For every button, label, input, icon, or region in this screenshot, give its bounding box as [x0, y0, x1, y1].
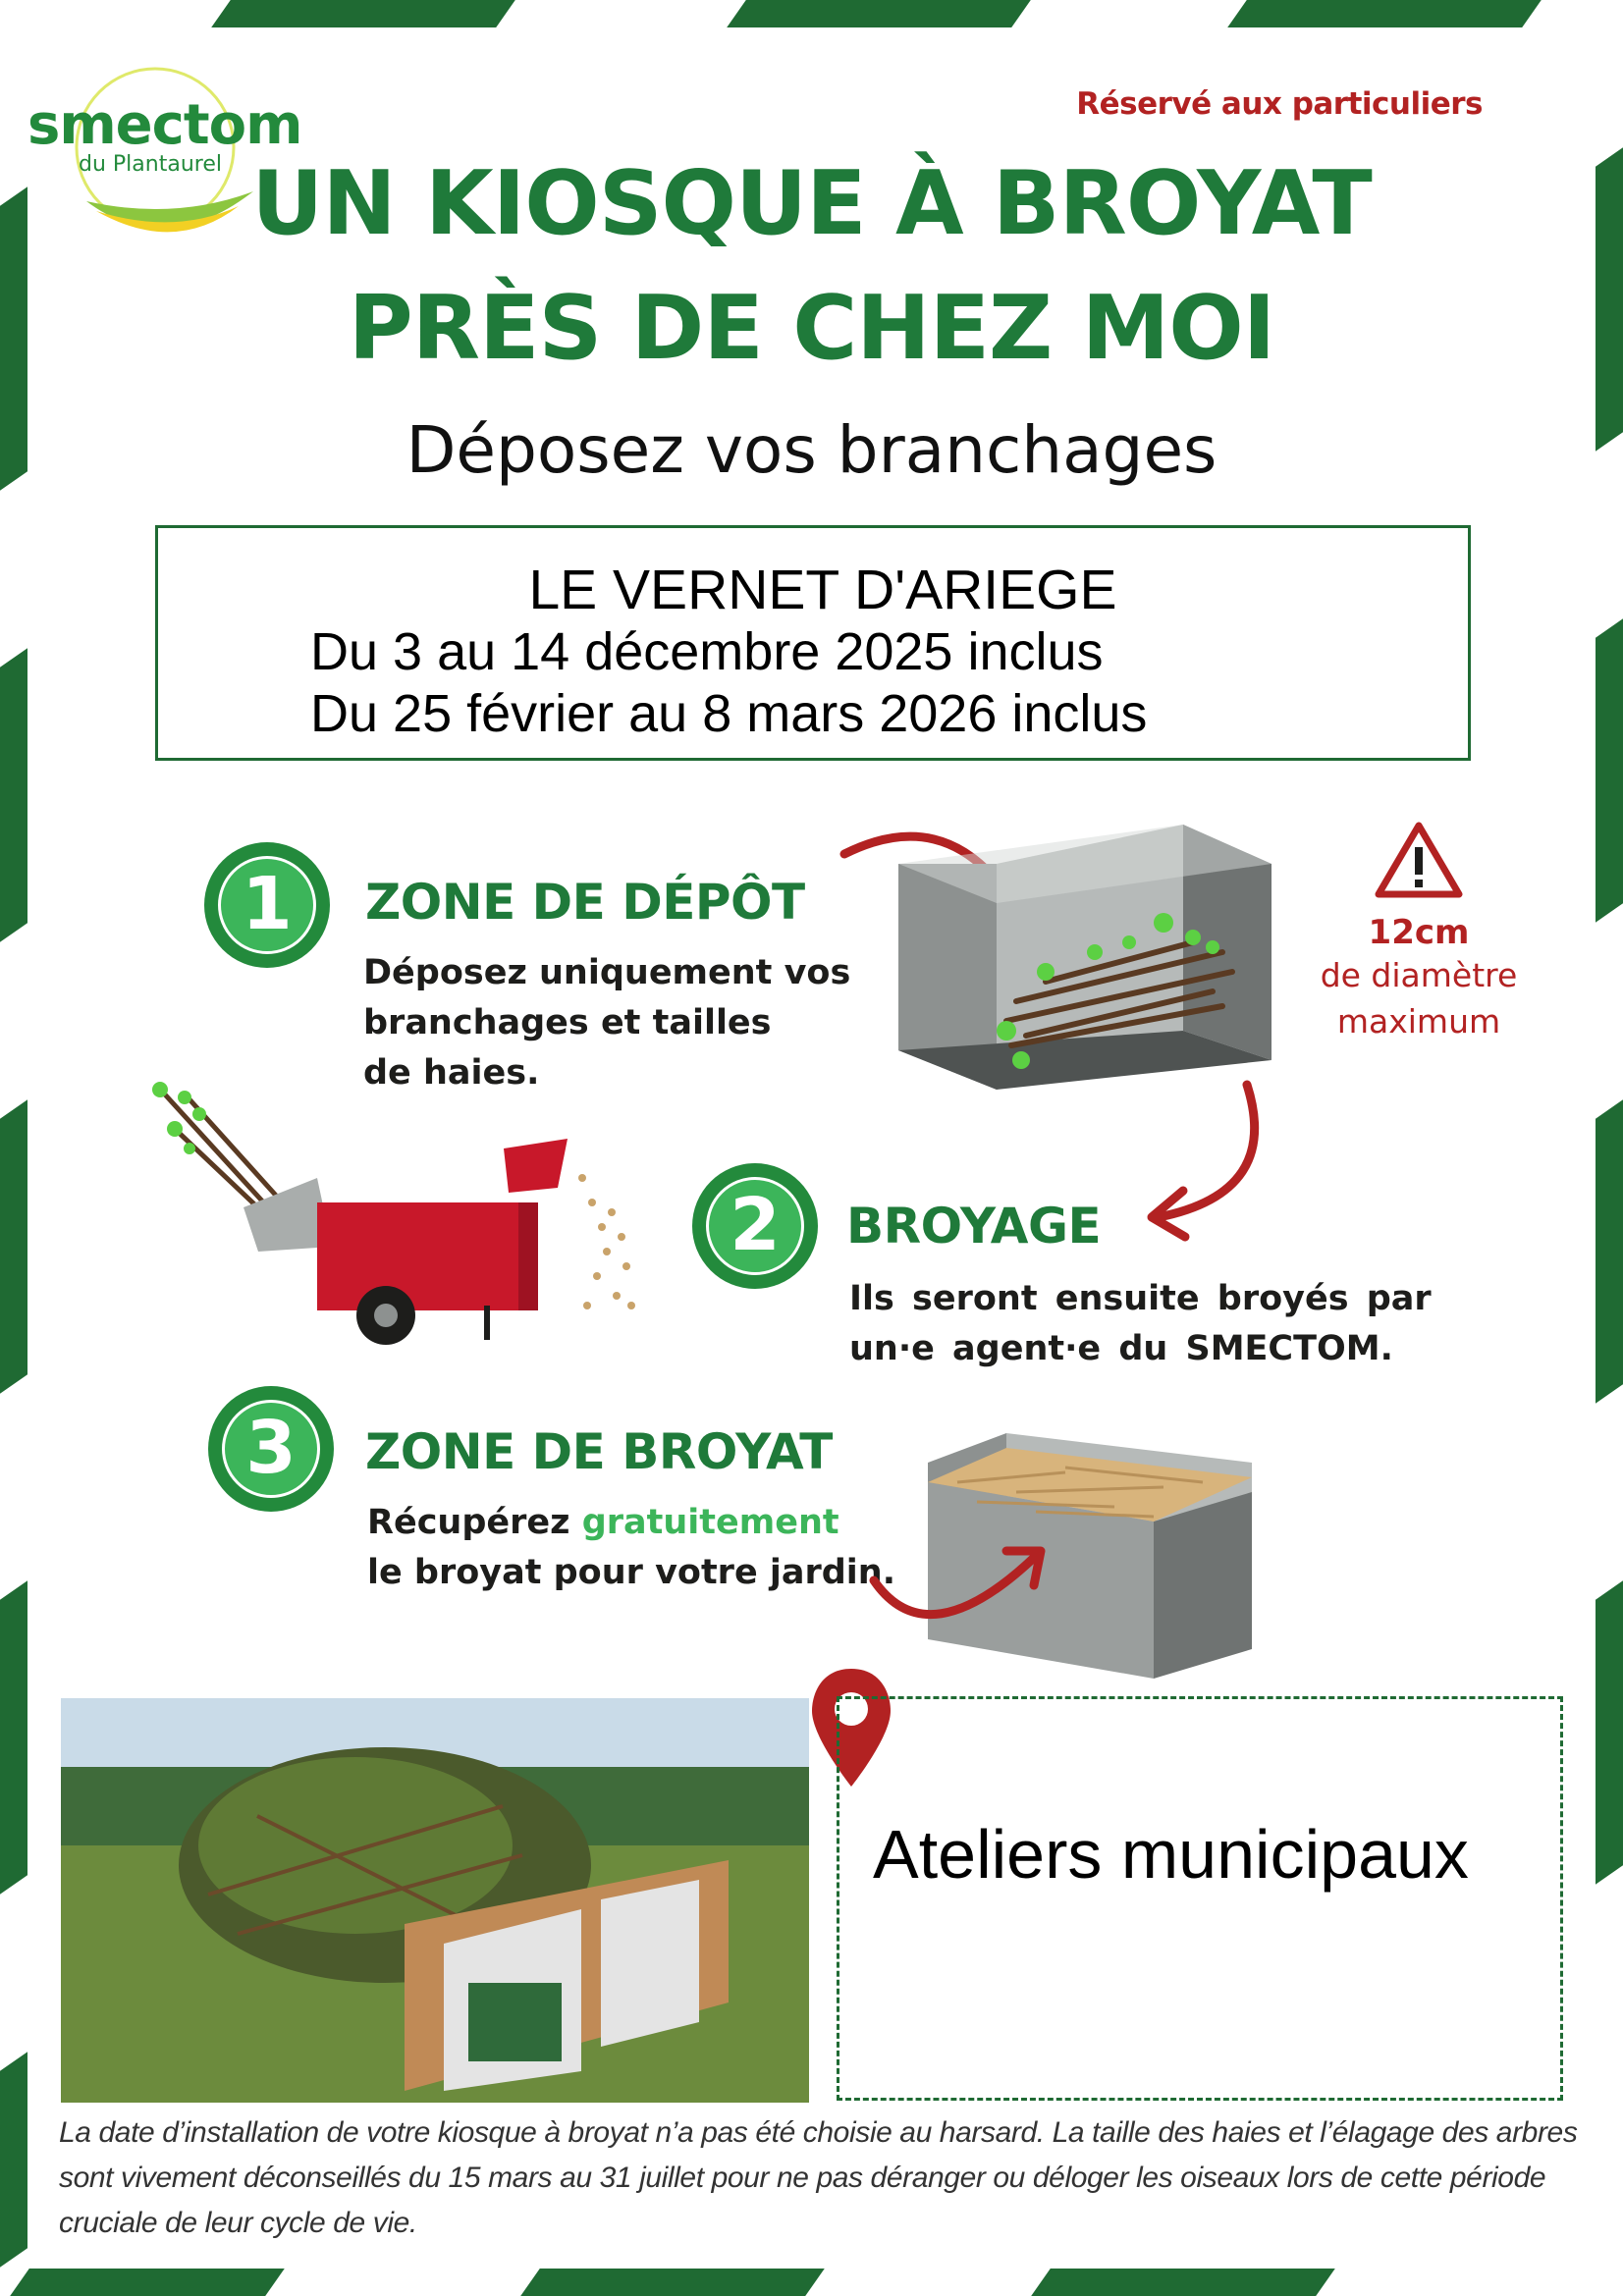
dates-box	[155, 525, 1471, 761]
frame-stripe-bottom-1	[10, 2269, 285, 2296]
step-3-text	[367, 1498, 895, 1598]
warning-line-2: maximum	[1336, 1002, 1501, 1041]
frame-stripe-top-2	[727, 0, 1031, 27]
reserved-label: Réservé aux particuliers	[1076, 86, 1483, 122]
location-name: Ateliers municipaux	[873, 1816, 1469, 1893]
location-box	[837, 1696, 1563, 2101]
footnote	[59, 2110, 1591, 2246]
step-1-line-2: branchages et tailles	[363, 1003, 772, 1042]
step-2-badge	[692, 1163, 818, 1289]
kiosk-photo	[61, 1698, 809, 2103]
footnote-line-2: sont vivement déconseillés du 15 mars au 31 juillet pour ne pas déranger ou déloger les oiseaux lors de cette période	[59, 2162, 1546, 2194]
warning-triangle-icon	[1373, 820, 1465, 900]
step-3-line-1	[367, 1498, 895, 1548]
main-title-line-1: UN KIOSQUE À BROYAT	[251, 152, 1372, 255]
main-title-line-2: PRÈS DE CHEZ MOI	[348, 277, 1275, 380]
footnote-line-1: La date d’installation de votre kiosque à broyat n’a pas été choisie au harsard. La taille des haies et l’élagage des arbres	[59, 2116, 1578, 2149]
curved-arrow-icon	[1134, 1075, 1271, 1247]
frame-stripe-left-4	[0, 1580, 27, 1895]
footnote-line-3: cruciale de leur cycle de vie.	[59, 2207, 417, 2239]
step-1-number: 1	[218, 856, 316, 954]
step-2-number: 2	[706, 1177, 804, 1275]
step-3-badge	[208, 1386, 334, 1512]
step-1-line-3: de haies.	[363, 1053, 540, 1093]
step-1-line-1: Déposez uniquement vos	[363, 953, 851, 992]
step-3-title: ZONE DE BROYAT	[365, 1423, 833, 1480]
frame-stripe-top-1	[211, 0, 515, 27]
step-3-line-1-text: Récupérez	[367, 1503, 582, 1542]
shredder-illustration	[145, 1070, 676, 1345]
step-1-badge	[204, 842, 330, 968]
frame-stripe-left-2	[0, 648, 27, 942]
mulch-bin-illustration	[869, 1423, 1257, 1688]
frame-stripe-top-3	[1227, 0, 1542, 27]
warning-line-1: de diamètre	[1320, 956, 1518, 994]
step-2-line-2: un·e agent·e du SMECTOM.	[849, 1329, 1393, 1368]
subtitle: Déposez vos branchages	[406, 412, 1217, 488]
step-2-title: BROYAGE	[846, 1198, 1102, 1255]
date-range-2: Du 25 février au 8 mars 2026 inclus	[310, 684, 1148, 743]
kiosk-photo-image	[61, 1698, 809, 2103]
size-warning	[1296, 820, 1542, 1044]
logo-subtitle: du Plantaurel	[79, 152, 222, 177]
frame-stripe-right-3	[1596, 1099, 1623, 1404]
step-2-line-1: Ils seront ensuite broyés par	[849, 1279, 1432, 1318]
date-range-1: Du 3 au 14 décembre 2025 inclus	[310, 622, 1104, 681]
step-3-number: 3	[222, 1400, 320, 1498]
frame-stripe-left-3	[0, 1099, 27, 1394]
frame-stripe-bottom-3	[1031, 2269, 1335, 2296]
max-diameter: 12cm	[1368, 913, 1470, 952]
frame-stripe-right-2	[1596, 618, 1623, 923]
step-3-line-2: le broyat pour votre jardin.	[367, 1553, 896, 1592]
step-3-highlight: gratuitement	[581, 1503, 839, 1542]
city-name: LE VERNET D'ARIEGE	[528, 559, 1117, 621]
frame-stripe-bottom-2	[520, 2269, 825, 2296]
step-1-title: ZONE DE DÉPÔT	[365, 874, 805, 931]
logo-name: smectom	[27, 93, 302, 157]
frame-stripe-left-5	[0, 2052, 27, 2268]
frame-stripe-right-4	[1596, 1580, 1623, 1885]
step-2-text	[849, 1274, 1432, 1374]
